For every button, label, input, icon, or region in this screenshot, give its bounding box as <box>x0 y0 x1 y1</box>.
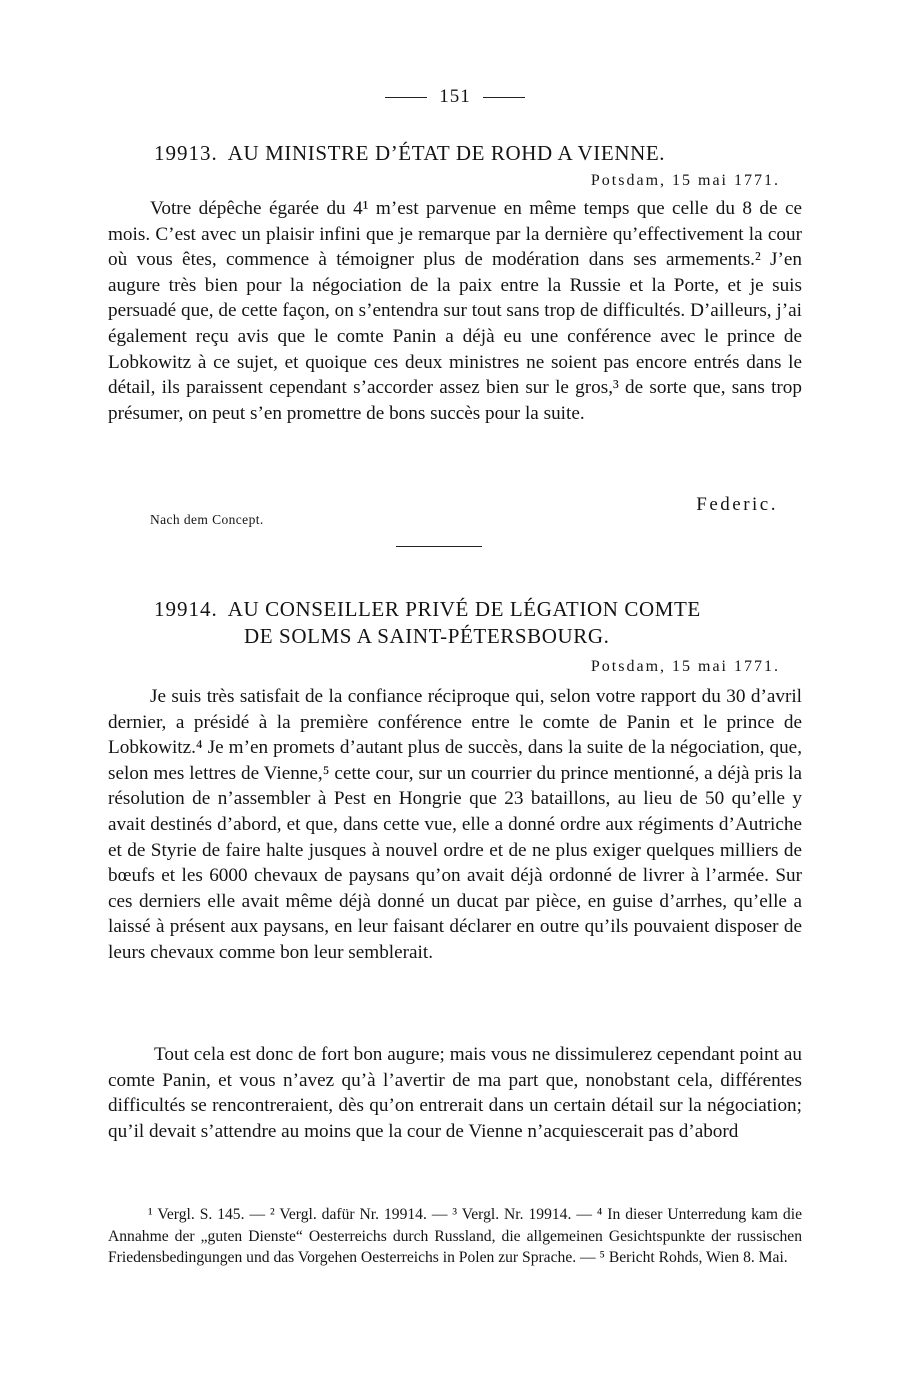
header-rule-right <box>483 97 525 98</box>
letter-signature: Federic. <box>696 494 778 515</box>
letter-number: 19914. <box>154 597 218 621</box>
letter-number: 19913. <box>154 141 218 165</box>
letter-title-line2: DE SOLMS A SAINT-PÉTERSBOURG. <box>244 624 610 648</box>
letter-dateline: Potsdam, 15 mai 1771. <box>590 658 780 675</box>
footnotes: ¹ Vergl. S. 145. — ² Vergl. dafür Nr. 19914. — ³ Vergl. Nr. 19914. — ⁴ In dieser Unterredung kam die Annahme der „guten Dienste“ Oesterreichs durch Russland, die allgemeinen Gesichtspunkte der russischen Friedensbedingungen und das Vorgehen Oesterreichs in Polen zur Sprache. — ⁵ Bericht Rohds, Wien 8. Mai. <box>108 1206 802 1266</box>
letter-heading <box>154 140 665 167</box>
source-note: Nach dem Concept. <box>150 512 264 527</box>
letter-title-line1: AU CONSEILLER PRIVÉ DE LÉGATION COMTE <box>227 597 701 621</box>
letter-dateline: Potsdam, 15 mai 1771. <box>590 172 780 189</box>
letter-heading <box>154 596 701 623</box>
letter-title: AU MINISTRE D’ÉTAT DE ROHD A VIENNE. <box>227 141 666 165</box>
letter-body: Votre dépêche égarée du 4¹ m’est parvenue en même temps que celle du 8 de ce mois. C’est avec un plaisir infini que je remarque par la dernière qu’effectivement la cour où vous êtes, commence à témoigner plus de modération dans ses armements.² J’en augure très bien pour la négociation de la paix entre la Russie et la Porte, et je suis persuadé que, de cette façon, on s’entendra sur tout sans trop de difficultés. D’ailleurs, j’ai également reçu avis que le comte Panin a déjà eu une conférence avec le prince de Lobkowitz à ce sujet, et quoique ces deux ministres ne soient pas encore entrés dans le détail, ils paraissent cependant s’accorder assez bien sur le gros,³ de sorte que, sans trop présumer, on peut s’en promettre de bons succès pour la suite. <box>108 198 802 424</box>
letter-paragraph: Je suis très satisfait de la confiance réciproque qui, selon votre rapport du 30 d’avril dernier, a présidé à la première conférence entre le comte de Panin et le prince de Lobkowitz.⁴ Je m’en promets d’autant plus de succès, dans la suite de la négociation, que, selon mes lettres de Vienne,⁵ cette cour, sur un courrier du prince mentionné, a déjà pris la résolution de n’assembler à Pest en Hongrie que 23 bataillons, au lieu de 50 qu’elle y avait destinés d’abord, et que, dans cette vue, elle a donné ordre aux régiments d’Autriche et de Styrie de faire halte jusques à nouvel ordre et de ne plus exiger quelques milliers de bœufs et les 6000 chevaux de paysans qu’on avait déjà ordonné de livrer à l’armée. Sur ces derniers elle avait même déjà donné un ducat par pièce, en guise d’arrhes, qu’elle a laissé à présent aux paysans, en leur faisant déclarer en outre qu’ils pouvaient disposer de leurs chevaux comme bon leur semblerait. <box>108 686 802 963</box>
section-divider <box>396 546 482 547</box>
header-rule-left <box>385 97 427 98</box>
letter-paragraph: Tout cela est donc de fort bon augure; mais vous ne dissimulerez cependant point au comte Panin, et vous n’avez qu’à l’avertir de ma part que, nonobstant cela, différentes difficultés se rencontreraient, dès qu’on entrerait dans un certain détail sur la négociation; qu’il devait s’attendre au moins que la cour de Vienne n’acquiescerait pas d’abord <box>108 1044 802 1142</box>
page-number: 151 <box>439 86 471 107</box>
page-header <box>108 86 802 108</box>
